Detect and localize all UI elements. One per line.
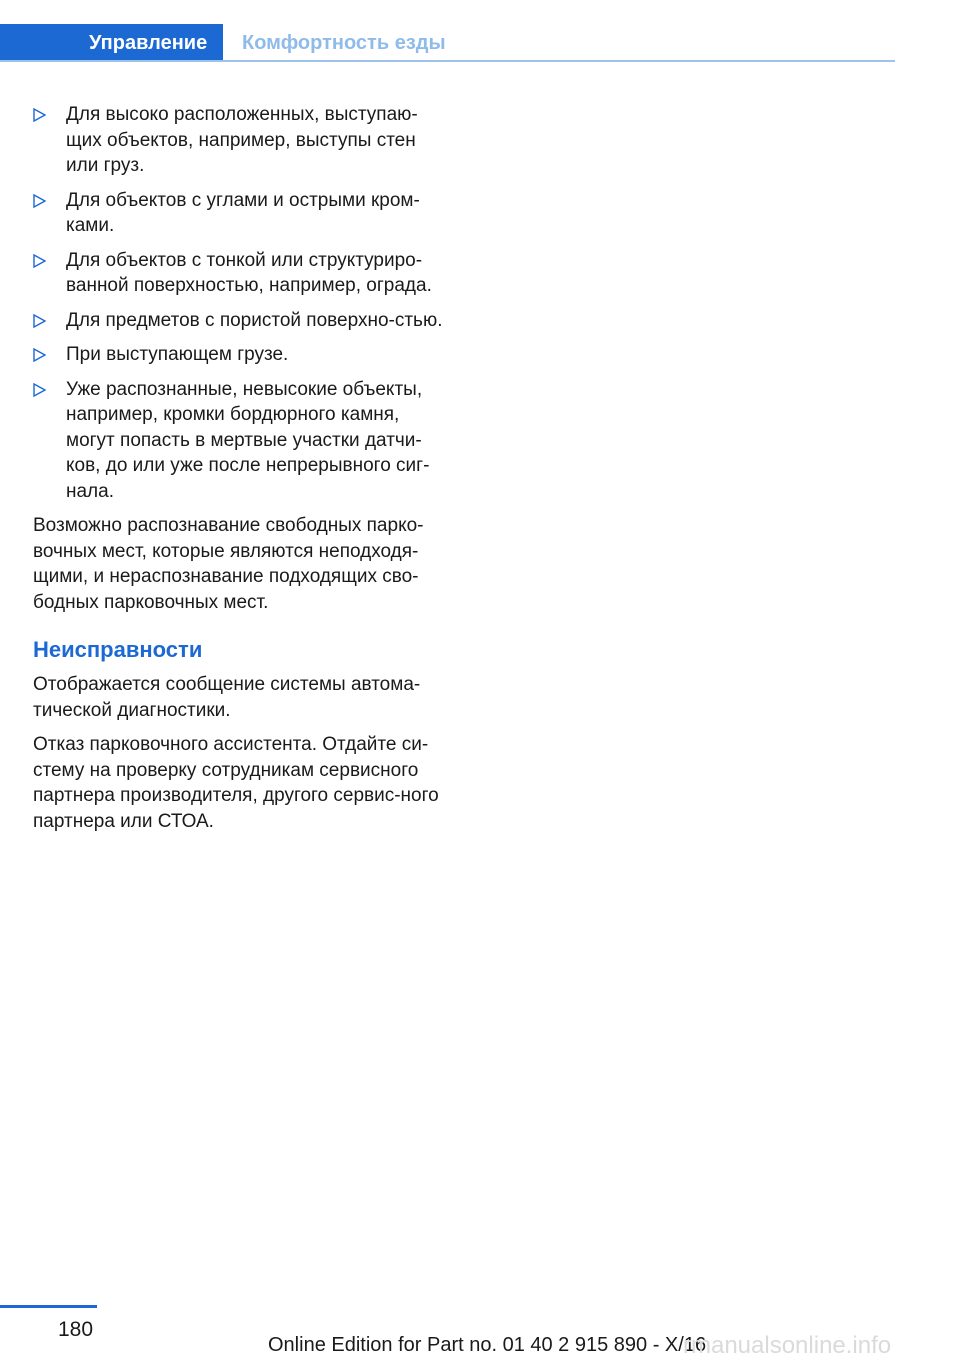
list-item [33, 102, 448, 179]
page-content [33, 102, 448, 843]
list-item [33, 188, 448, 239]
page-number: 180 [58, 1318, 94, 1341]
list-item-text: Для объектов с углами и острыми кром-ками. [66, 189, 420, 236]
body-paragraph: Отказ парковочного ассистента. Отдайте си-стему на проверку сотрудникам сервисного партнера производителя, другого сервис-ного партнера или СТОА. [33, 734, 439, 832]
section-heading: Неисправности [33, 637, 203, 662]
list-item [33, 248, 448, 299]
triangle-bullet-icon [33, 314, 46, 328]
list-item-text: При выступающем грузе. [66, 344, 289, 365]
triangle-bullet-icon [33, 254, 46, 268]
body-paragraph: Возможно распознавание свободных парко-вочных мест, которые являются неподходя-щими, и нераспознавание подходящих сво-бодных парковочных мест. [33, 515, 424, 613]
triangle-bullet-icon [33, 194, 46, 208]
section-tab-active[interactable]: Управление [0, 24, 223, 62]
list-item-text: Для объектов с тонкой или структуриро-ванной поверхностью, например, ограда. [66, 249, 432, 296]
list-item-text: Для предметов с пористой поверхно-стью. [66, 309, 443, 331]
triangle-bullet-icon [33, 383, 46, 397]
triangle-bullet-icon [33, 348, 46, 362]
watermark: rmanualsonline.info [683, 1332, 892, 1359]
page-header [0, 24, 895, 62]
list-item [33, 377, 448, 505]
footer-accent-line [0, 1305, 97, 1308]
list-item-text: Уже распознанные, невысокие объекты, например, кромки бордюрного камня, могут попасть в мертвые участки датчи-ков, до или уже после непрерывного сиг-нала. [66, 378, 430, 502]
list-item [33, 342, 448, 368]
edition-text: Online Edition for Part no. 01 40 2 915 890 - X/16 [268, 1334, 707, 1356]
triangle-bullet-icon [33, 108, 46, 122]
section-tab-subsection[interactable]: Комфортность езды [242, 32, 446, 54]
list-item [33, 308, 448, 334]
header-divider [0, 60, 895, 62]
body-paragraph: Отображается сообщение системы автома-тической диагностики. [33, 674, 421, 721]
list-item-text: Для высоко расположенных, выступаю-щих объектов, например, выступы стен или груз. [66, 104, 418, 176]
